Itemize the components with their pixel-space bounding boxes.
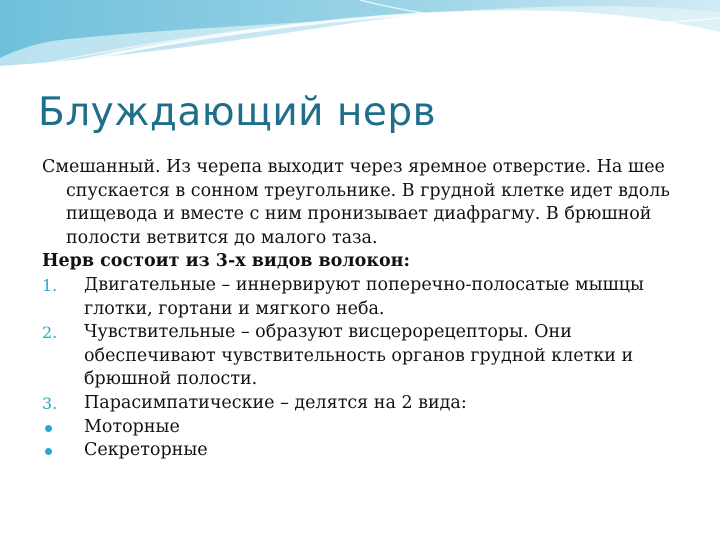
numbered-item bbox=[42, 274, 692, 321]
slide-title: Блуждающий нерв bbox=[38, 90, 437, 135]
list-item-text: Двигательные – иннервируют поперечно-полосатые мышцы глотки, гортани и мягкого неба. bbox=[84, 274, 644, 319]
list-item-text: Моторные bbox=[84, 416, 180, 437]
fibers-subheading: Нерв состоит из 3-х видов волокон: bbox=[42, 251, 410, 272]
list-item-text: Секреторные bbox=[84, 440, 208, 461]
list-number: 3. bbox=[42, 393, 58, 413]
numbered-item bbox=[42, 392, 692, 416]
bullet-dot-icon bbox=[45, 448, 52, 455]
list-number: 1. bbox=[42, 275, 58, 295]
intro-paragraph: Смешанный. Из черепа выходит через яремное отверстие. На шее спускается в сонном треугольнике. В грудной клетке идет вдоль пищевода и вместе с ним пронизывает диафрагму. В брюшной полости ветвится до малого таза. bbox=[42, 157, 670, 248]
numbered-item bbox=[42, 321, 692, 392]
bullet-dot-icon bbox=[45, 425, 52, 432]
slide-body bbox=[42, 156, 692, 463]
list-item-text: Парасимпатические – делятся на 2 вида: bbox=[84, 392, 467, 413]
list-number: 2. bbox=[42, 323, 58, 343]
bullet-item bbox=[42, 439, 692, 463]
list-item-text: Чувствительные – образуют висцерорецепторы. Они обеспечивают чувствительность органов грудной клетки и брюшной полости. bbox=[84, 322, 634, 390]
bullet-item bbox=[42, 416, 692, 440]
